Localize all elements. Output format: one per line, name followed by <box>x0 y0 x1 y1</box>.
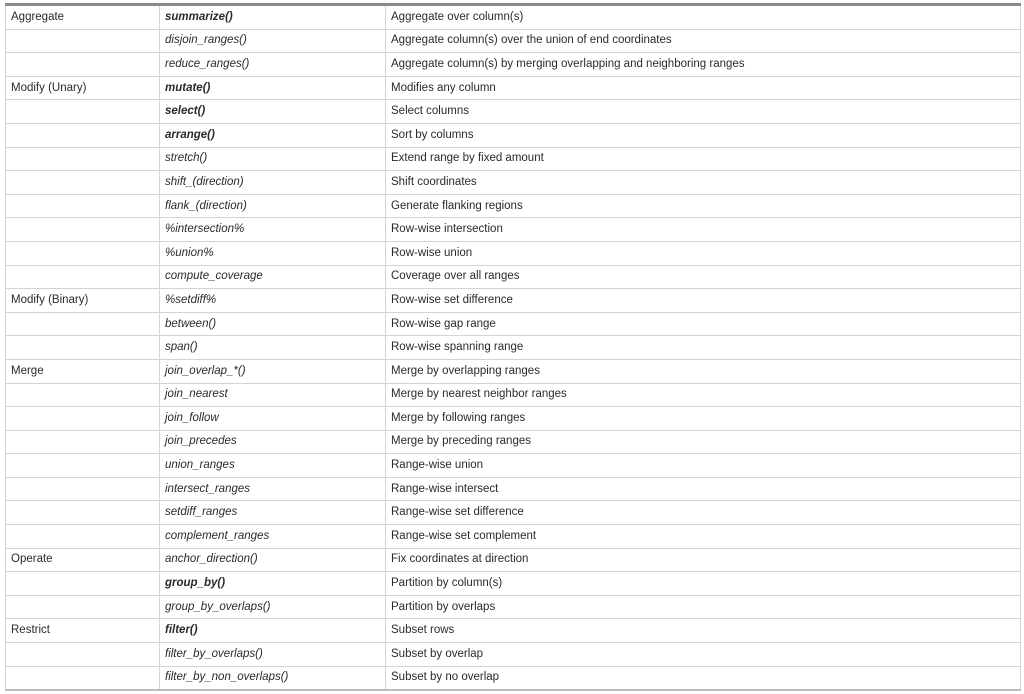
table-row <box>6 383 1021 407</box>
description-cell: Range-wise union <box>386 454 1021 478</box>
description-cell: Range-wise set difference <box>386 501 1021 525</box>
table-row <box>6 171 1021 195</box>
function-cell: %intersection% <box>160 218 386 242</box>
category-cell <box>6 572 160 596</box>
function-cell: %union% <box>160 241 386 265</box>
function-cell: span() <box>160 336 386 360</box>
function-cell: join_nearest <box>160 383 386 407</box>
description-cell: Sort by columns <box>386 123 1021 147</box>
category-cell <box>6 501 160 525</box>
category-cell <box>6 100 160 124</box>
table-row <box>6 643 1021 667</box>
table-row <box>6 76 1021 100</box>
description-cell: Generate flanking regions <box>386 194 1021 218</box>
function-cell: select() <box>160 100 386 124</box>
description-cell: Modifies any column <box>386 76 1021 100</box>
table-row <box>6 454 1021 478</box>
description-cell: Aggregate over column(s) <box>386 5 1021 30</box>
description-cell: Shift coordinates <box>386 171 1021 195</box>
table-row <box>6 359 1021 383</box>
category-cell <box>6 194 160 218</box>
category-cell <box>6 666 160 690</box>
description-cell: Coverage over all ranges <box>386 265 1021 289</box>
function-cell: %setdiff% <box>160 289 386 313</box>
description-cell: Partition by overlaps <box>386 595 1021 619</box>
table-row <box>6 289 1021 313</box>
category-cell: Operate <box>6 548 160 572</box>
function-cell: group_by() <box>160 572 386 596</box>
category-cell <box>6 383 160 407</box>
description-cell: Subset by overlap <box>386 643 1021 667</box>
function-cell: reduce_ranges() <box>160 53 386 77</box>
category-cell <box>6 218 160 242</box>
table-row <box>6 123 1021 147</box>
function-cell: filter_by_non_overlaps() <box>160 666 386 690</box>
verbs-table <box>5 3 1021 691</box>
category-cell: Aggregate <box>6 5 160 30</box>
table-row <box>6 29 1021 53</box>
description-cell: Range-wise intersect <box>386 477 1021 501</box>
category-cell <box>6 241 160 265</box>
category-cell <box>6 312 160 336</box>
description-cell: Aggregate column(s) over the union of end coordinates <box>386 29 1021 53</box>
table-row <box>6 336 1021 360</box>
function-cell: complement_ranges <box>160 525 386 549</box>
description-cell: Merge by nearest neighbor ranges <box>386 383 1021 407</box>
function-cell: mutate() <box>160 76 386 100</box>
category-cell <box>6 595 160 619</box>
description-cell: Row-wise spanning range <box>386 336 1021 360</box>
table-row <box>6 501 1021 525</box>
category-cell <box>6 430 160 454</box>
table-row <box>6 525 1021 549</box>
description-cell: Extend range by fixed amount <box>386 147 1021 171</box>
description-cell: Row-wise set difference <box>386 289 1021 313</box>
category-cell: Merge <box>6 359 160 383</box>
category-cell <box>6 53 160 77</box>
category-cell <box>6 454 160 478</box>
function-cell: group_by_overlaps() <box>160 595 386 619</box>
category-cell <box>6 29 160 53</box>
function-cell: anchor_direction() <box>160 548 386 572</box>
description-cell: Range-wise set complement <box>386 525 1021 549</box>
description-cell: Merge by overlapping ranges <box>386 359 1021 383</box>
function-cell: flank_(direction) <box>160 194 386 218</box>
category-cell <box>6 643 160 667</box>
table-row <box>6 430 1021 454</box>
category-cell <box>6 171 160 195</box>
function-cell: filter_by_overlaps() <box>160 643 386 667</box>
category-cell <box>6 147 160 171</box>
description-cell: Select columns <box>386 100 1021 124</box>
description-cell: Fix coordinates at direction <box>386 548 1021 572</box>
table-row <box>6 241 1021 265</box>
table-row <box>6 572 1021 596</box>
table-row <box>6 619 1021 643</box>
table-row <box>6 265 1021 289</box>
description-cell: Subset by no overlap <box>386 666 1021 690</box>
function-cell: join_overlap_*() <box>160 359 386 383</box>
table-row <box>6 548 1021 572</box>
function-cell: filter() <box>160 619 386 643</box>
category-cell: Restrict <box>6 619 160 643</box>
function-cell: arrange() <box>160 123 386 147</box>
table-row <box>6 194 1021 218</box>
function-cell: intersect_ranges <box>160 477 386 501</box>
function-cell: setdiff_ranges <box>160 501 386 525</box>
table-row <box>6 407 1021 431</box>
function-cell: union_ranges <box>160 454 386 478</box>
table-row <box>6 312 1021 336</box>
function-cell: between() <box>160 312 386 336</box>
category-cell <box>6 477 160 501</box>
table-row <box>6 100 1021 124</box>
table-row <box>6 53 1021 77</box>
description-cell: Aggregate column(s) by merging overlapping and neighboring ranges <box>386 53 1021 77</box>
verbs-table-body <box>6 5 1021 691</box>
category-cell <box>6 123 160 147</box>
table-row <box>6 5 1021 30</box>
function-cell: compute_coverage <box>160 265 386 289</box>
description-cell: Merge by preceding ranges <box>386 430 1021 454</box>
category-cell <box>6 336 160 360</box>
category-cell <box>6 407 160 431</box>
function-cell: join_follow <box>160 407 386 431</box>
table-row <box>6 218 1021 242</box>
function-cell: summarize() <box>160 5 386 30</box>
function-cell: disjoin_ranges() <box>160 29 386 53</box>
table-row <box>6 666 1021 690</box>
function-cell: shift_(direction) <box>160 171 386 195</box>
category-cell <box>6 265 160 289</box>
table-row <box>6 595 1021 619</box>
description-cell: Merge by following ranges <box>386 407 1021 431</box>
function-cell: join_precedes <box>160 430 386 454</box>
category-cell <box>6 525 160 549</box>
description-cell: Row-wise gap range <box>386 312 1021 336</box>
category-cell: Modify (Binary) <box>6 289 160 313</box>
table-row <box>6 477 1021 501</box>
description-cell: Row-wise intersection <box>386 218 1021 242</box>
function-cell: stretch() <box>160 147 386 171</box>
category-cell: Modify (Unary) <box>6 76 160 100</box>
description-cell: Row-wise union <box>386 241 1021 265</box>
description-cell: Partition by column(s) <box>386 572 1021 596</box>
table-row <box>6 147 1021 171</box>
description-cell: Subset rows <box>386 619 1021 643</box>
